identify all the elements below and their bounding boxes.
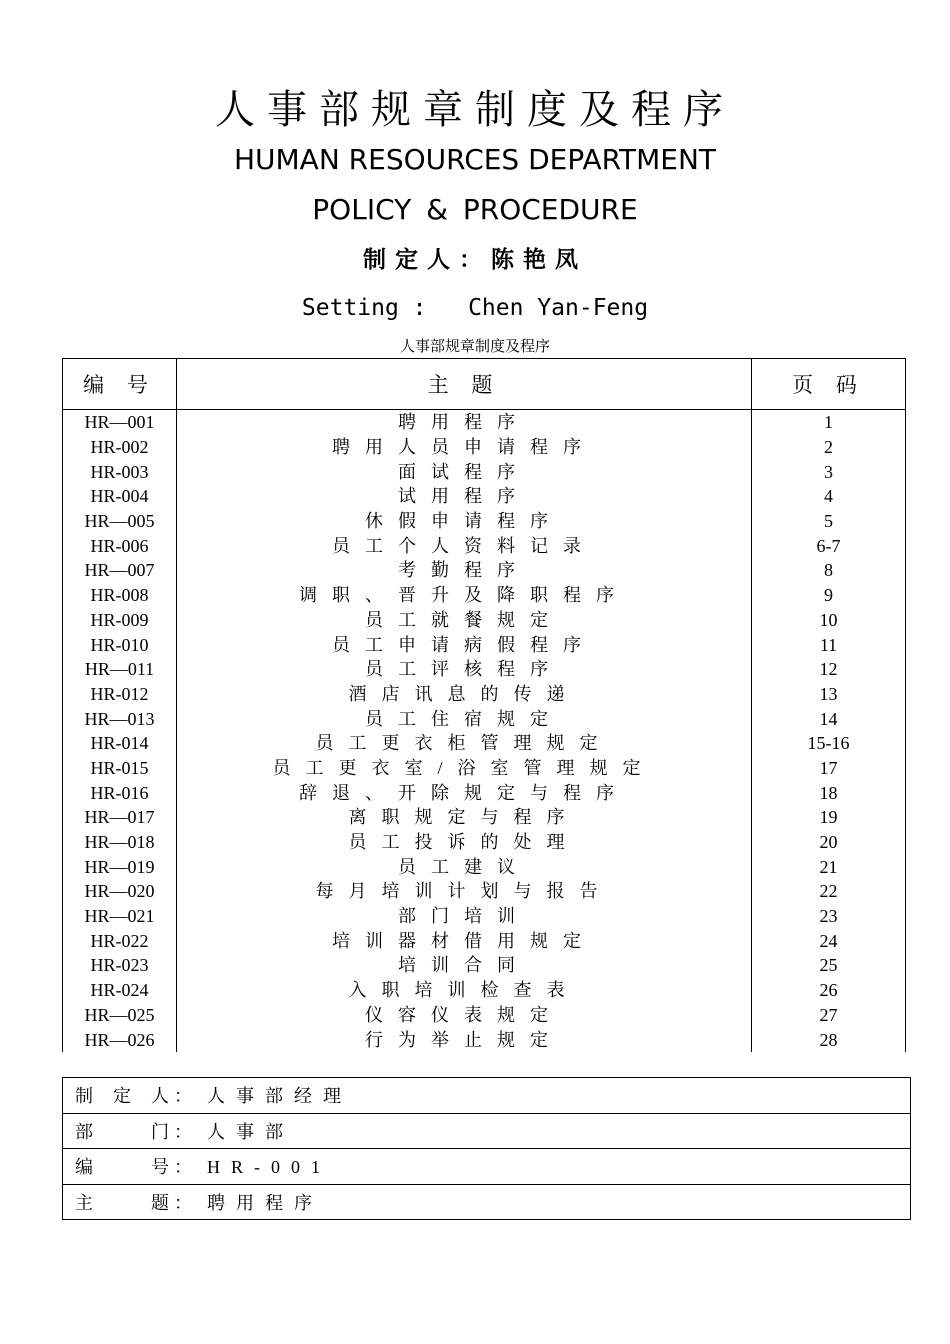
table-row [63,1003,906,1028]
table-header-row [63,359,906,410]
code-cell: HR—019 [63,854,177,879]
page-cell: 19 [752,805,906,830]
meta-row [63,1184,911,1220]
code-cell: HR—013 [63,706,177,731]
topic-cell: 员工住宿规定 [177,706,752,731]
table-row [63,1027,906,1052]
topic-cell: 酒店讯息的传递 [177,682,752,707]
code-cell: HR-008 [63,583,177,608]
topic-cell: 仪容仪表规定 [177,1003,752,1028]
page-cell: 28 [752,1027,906,1052]
meta-value: 聘用程序 [207,1193,323,1214]
table-row [63,904,906,929]
code-cell: HR—017 [63,805,177,830]
topic-cell: 面试程序 [177,459,752,484]
code-cell: HR-002 [63,435,177,460]
policy-index-body [63,410,906,1052]
meta-label-colon: ： [174,1086,192,1107]
code-cell: HR-015 [63,756,177,781]
code-cell: HR—005 [63,509,177,534]
page-cell: 11 [752,632,906,657]
page-cell: 12 [752,657,906,682]
meta-label-text: 部门 [75,1121,173,1142]
code-cell: HR—007 [63,558,177,583]
meta-label-text: 制定人 [75,1086,173,1107]
meta-label [75,1082,207,1108]
topic-cell: 员工申请病假程序 [177,632,752,657]
code-cell: HR-009 [63,608,177,633]
topic-cell: 聘用程序 [177,410,752,435]
column-header-topic: 主 题 [177,359,752,410]
table-row [63,854,906,879]
topic-cell: 员工评核程序 [177,657,752,682]
page-cell: 26 [752,978,906,1003]
table-row [63,583,906,608]
table-row [63,608,906,633]
page-cell: 15-16 [752,731,906,756]
topic-cell: 培训合同 [177,953,752,978]
document-meta-body [63,1078,911,1220]
code-cell: HR-023 [63,953,177,978]
topic-cell: 员工投诉的处理 [177,830,752,855]
code-cell: HR-004 [63,484,177,509]
table-row [63,509,906,534]
table-row [63,805,906,830]
table-row [63,953,906,978]
meta-label [75,1189,207,1215]
table-row [63,657,906,682]
table-row [63,632,906,657]
code-cell: HR—021 [63,904,177,929]
table-row [63,435,906,460]
document-title-chinese: 人事部规章制度及程序 [215,87,735,133]
document-meta-table [62,1077,911,1220]
code-cell: HR-003 [63,459,177,484]
code-cell: HR—018 [63,830,177,855]
code-cell: HR-006 [63,533,177,558]
table-row [63,879,906,904]
table-row [63,706,906,731]
meta-cell [63,1113,911,1149]
meta-label-text: 主题 [75,1193,173,1214]
page-cell: 23 [752,904,906,929]
document-title-english-line2: POLICY & PROCEDURE [312,193,638,226]
table-row [63,928,906,953]
policy-index-table [62,358,906,1052]
table-row [63,558,906,583]
meta-label-colon: ： [174,1157,192,1178]
table-row [63,410,906,435]
topic-cell: 辞退、开除规定与程序 [177,780,752,805]
topic-cell: 入职培训检查表 [177,978,752,1003]
page-cell: 21 [752,854,906,879]
table-row [63,682,906,707]
page-cell: 6-7 [752,533,906,558]
column-header-code: 编 号 [63,359,177,410]
code-cell: HR—026 [63,1027,177,1052]
topic-cell: 员工建议 [177,854,752,879]
topic-cell: 调职、晋升及降职程序 [177,583,752,608]
code-cell: HR—020 [63,879,177,904]
meta-label [75,1153,207,1179]
page-cell: 4 [752,484,906,509]
topic-cell: 员工个人资料记录 [177,533,752,558]
meta-value: 人事部经理 [207,1086,352,1107]
page-cell: 1 [752,410,906,435]
table-row [63,533,906,558]
topic-cell: 聘用人员申请程序 [177,435,752,460]
meta-row [63,1078,911,1114]
page-cell: 8 [752,558,906,583]
page-cell: 24 [752,928,906,953]
meta-cell [63,1184,911,1220]
topic-cell: 离职规定与程序 [177,805,752,830]
topic-cell: 员工就餐规定 [177,608,752,633]
meta-label-colon: ： [174,1121,192,1142]
topic-cell: 行为举止规定 [177,1027,752,1052]
table-caption: 人事部规章制度及程序 [399,339,550,355]
page-cell: 17 [752,756,906,781]
topic-cell: 每月培训计划与报告 [177,879,752,904]
meta-value: 人事部 [207,1121,294,1142]
table-row [63,484,906,509]
page-cell: 2 [752,435,906,460]
page-cell: 9 [752,583,906,608]
author-line-english: Setting : Chen Yan-Feng [301,295,649,321]
page-cell: 20 [752,830,906,855]
table-row [63,756,906,781]
meta-label [75,1118,207,1144]
code-cell: HR—011 [63,657,177,682]
page-cell: 27 [752,1003,906,1028]
meta-cell [63,1078,911,1114]
code-cell: HR—025 [63,1003,177,1028]
topic-cell: 考勤程序 [177,558,752,583]
table-row [63,459,906,484]
page-cell: 10 [752,608,906,633]
topic-cell: 员工更衣室/浴室管理规定 [177,756,752,781]
table-row [63,731,906,756]
code-cell: HR-010 [63,632,177,657]
page-cell: 25 [752,953,906,978]
meta-value: HR-001 [207,1157,331,1178]
code-cell: HR-014 [63,731,177,756]
table-row [63,978,906,1003]
page-cell: 22 [752,879,906,904]
meta-row [63,1113,911,1149]
page-cell: 3 [752,459,906,484]
meta-row [63,1149,911,1185]
topic-cell: 试用程序 [177,484,752,509]
column-header-page: 页 码 [752,359,906,410]
code-cell: HR-012 [63,682,177,707]
code-cell: HR-016 [63,780,177,805]
table-row [63,780,906,805]
page-cell: 5 [752,509,906,534]
topic-cell: 培训器材借用规定 [177,928,752,953]
author-line-chinese: 制定人：陈艳凤 [363,247,587,273]
code-cell: HR-022 [63,928,177,953]
meta-label-text: 编号 [75,1157,173,1178]
table-row [63,830,906,855]
page-cell: 14 [752,706,906,731]
code-cell: HR-024 [63,978,177,1003]
meta-cell [63,1149,911,1185]
topic-cell: 部门培训 [177,904,752,929]
topic-cell: 员工更衣柜管理规定 [177,731,752,756]
code-cell: HR—001 [63,410,177,435]
page-cell: 18 [752,780,906,805]
meta-label-colon: ： [174,1193,192,1214]
topic-cell: 休假申请程序 [177,509,752,534]
page-cell: 13 [752,682,906,707]
document-title-english-line1: HUMAN RESOURCES DEPARTMENT [233,143,717,176]
